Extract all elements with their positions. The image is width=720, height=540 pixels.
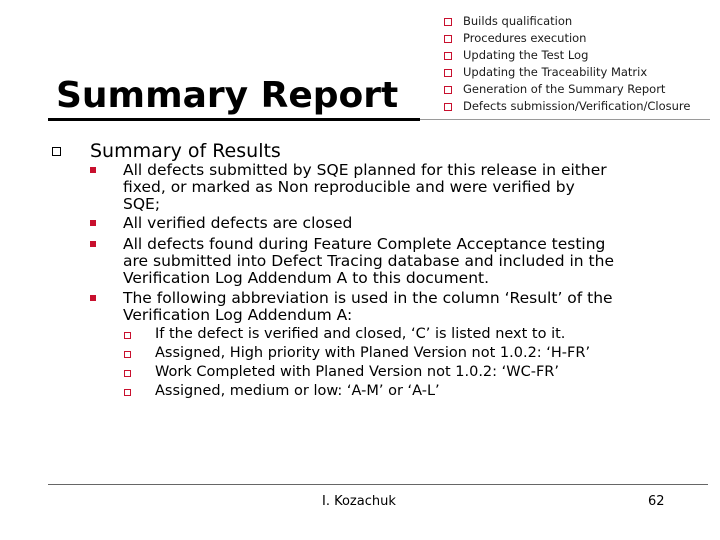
bullet-line: Verification Log Addendum A: xyxy=(123,306,353,324)
agenda-item xyxy=(444,81,706,98)
agenda-item xyxy=(444,30,706,47)
filled-square-icon xyxy=(90,241,96,247)
agenda-item xyxy=(444,13,706,30)
bullet-line: Verification Log Addendum A to this document. xyxy=(123,269,490,287)
slide-title: Summary Report xyxy=(56,75,399,116)
agenda-item-label: Procedures execution xyxy=(463,31,587,45)
bullet-line: fixed, or marked as Non reproducible and were verified by xyxy=(123,178,575,196)
sub-bullet-text: If the defect is verified and closed, ‘C’ is listed next to it. xyxy=(155,326,566,342)
hollow-square-icon xyxy=(444,103,452,111)
filled-square-icon xyxy=(90,220,96,226)
bullet-text xyxy=(123,162,703,213)
bullet-text xyxy=(123,236,703,287)
bullet-line: All verified defects are closed xyxy=(123,214,353,232)
bullet-text xyxy=(123,290,703,324)
filled-square-icon xyxy=(90,295,96,301)
bullet-line: The following abbreviation is used in the column ‘Result’ of the xyxy=(123,289,613,307)
title-underline xyxy=(48,118,420,121)
hollow-square-icon xyxy=(124,332,131,339)
agenda-item-label: Generation of the Summary Report xyxy=(463,82,666,96)
page-number: 62 xyxy=(648,494,665,509)
bullet-line: are submitted into Defect Tracing database and included in the xyxy=(123,252,614,270)
title-underline-fade xyxy=(420,119,710,120)
bullet-line: SQE; xyxy=(123,195,161,213)
hollow-square-icon xyxy=(124,370,131,377)
agenda-list xyxy=(444,13,706,115)
hollow-square-icon xyxy=(444,35,452,43)
agenda-item-label: Defects submission/Verification/Closure xyxy=(463,99,691,113)
agenda-item xyxy=(444,98,706,115)
bullet-line: All defects submitted by SQE planned for this release in either xyxy=(123,161,607,179)
hollow-square-icon xyxy=(124,351,131,358)
hollow-square-icon xyxy=(444,52,452,60)
sub-bullet-text: Assigned, medium or low: ‘A-M’ or ‘A-L’ xyxy=(155,383,440,399)
sub-bullet-text: Work Completed with Planed Version not 1.0.2: ‘WC-FR’ xyxy=(155,364,559,380)
footer-divider xyxy=(48,484,708,485)
filled-square-icon xyxy=(90,167,96,173)
agenda-item-label: Updating the Test Log xyxy=(463,48,589,62)
hollow-square-icon xyxy=(444,69,452,77)
summary-heading: Summary of Results xyxy=(90,140,281,162)
sub-bullet-text: Assigned, High priority with Planed Version not 1.0.2: ‘H-FR’ xyxy=(155,345,591,361)
bullet-line: All defects found during Feature Complete Acceptance testing xyxy=(123,235,606,253)
hollow-square-icon xyxy=(444,18,452,26)
agenda-item xyxy=(444,64,706,81)
bullet-text xyxy=(123,215,703,232)
agenda-item xyxy=(444,47,706,64)
hollow-square-icon xyxy=(444,86,452,94)
agenda-item-label: Builds qualification xyxy=(463,14,573,28)
hollow-square-icon xyxy=(52,147,61,156)
footer-author: I. Kozachuk xyxy=(322,494,396,509)
agenda-item-label: Updating the Traceability Matrix xyxy=(463,65,648,79)
hollow-square-icon xyxy=(124,389,131,396)
